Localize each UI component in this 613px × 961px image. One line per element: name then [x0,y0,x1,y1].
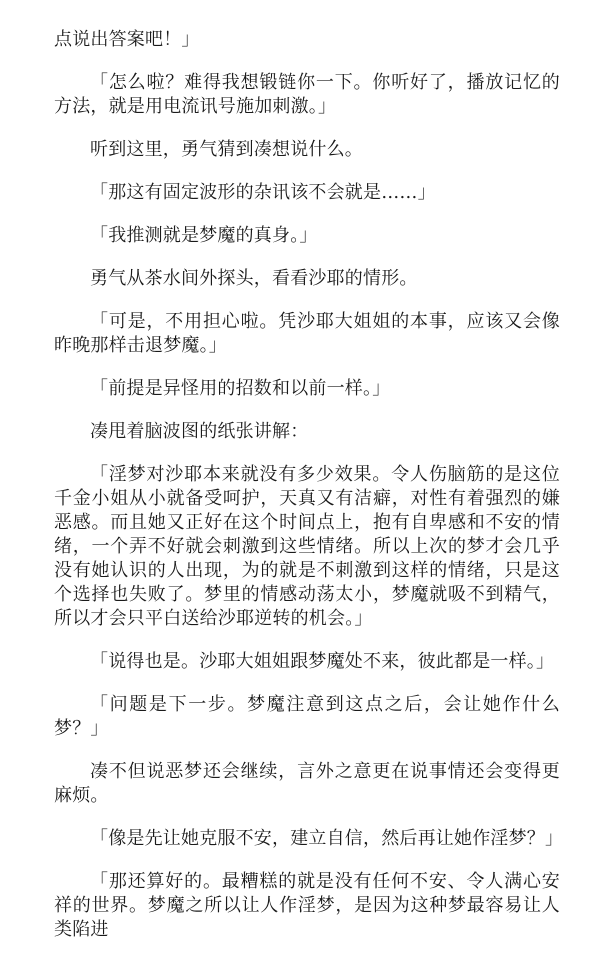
paragraph-7: 「可是，不用担心啦。凭沙耶大姐姐的本事，应该又会像昨晚那样击退梦魔。」 [54,311,560,356]
paragraph-3: 听到这里，勇气猜到凑想说什么。 [90,139,363,160]
paragraph-8: 「前提是异怪用的招数和以前一样。」 [90,378,391,399]
paragraph-2: 「怎么啦？难得我想锻链你一下。你听好了，播放记忆的方法，就是用电流讯号施加刺激。」 [54,72,560,117]
paragraph-11: 「说得也是。沙耶大姐姐跟梦魔处不来，彼此都是一样。」 [90,651,555,672]
paragraph-14: 「像是先让她克服不安，建立自信，然后再让她作淫梦？」 [90,828,564,849]
book-page [54,28,564,961]
paragraph-4: 「那这有固定波形的杂讯该不会就是……」 [90,182,436,203]
paragraph-15: 「那还算好的。最糟糕的就是没有任何不安、令人满心安祥的世界。梦魔之所以让人作淫梦，是因为这种梦最容易让人类陷进 [54,871,560,940]
paragraph-9: 凑甩着脑波图的纸张讲解： [90,421,309,442]
paragraph-10: 「淫梦对沙耶本来就没有多少效果。令人伤脑筋的是这位千金小姐从小就备受呵护，天真又有洁癖，对性有着强烈的嫌恶感。而且她又正好在这个时间点上，抱有自卑感和不安的情绪，一个弄不好就会刺激到这些情绪。所以上次的梦才会几乎没有她认识的人出现，为的就是不刺激到这样的情绪，只是这个选择也失败了。梦里的情感动荡太小，梦魔就吸不到精气，所以才会只平白送给沙耶逆转的机会。」 [54,464,560,629]
paragraph-13: 凑不但说恶梦还会继续，言外之意更在说事情还会变得更麻烦。 [54,761,560,806]
paragraph-5: 「我推测就是梦魔的真身。」 [90,225,318,246]
paragraph-12: 「问题是下一步。梦魔注意到这点之后，会让她作什么梦？」 [54,694,560,739]
paragraph-1: 点说出答案吧！」 [54,29,200,50]
paragraph-6: 勇气从茶水间外探头，看看沙耶的情形。 [90,268,418,289]
